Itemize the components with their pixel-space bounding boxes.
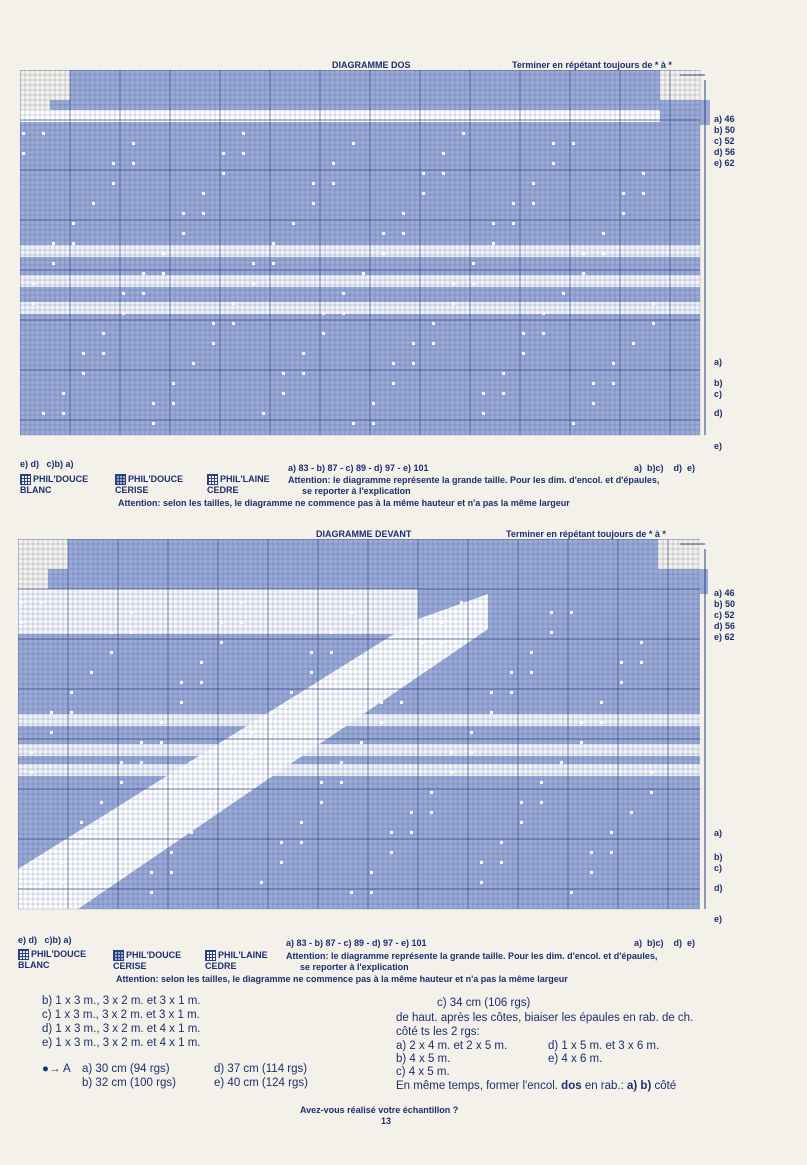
diagram-dos-attention-width: Attention: selon les tailles, le diagramme ne commence pas à la même hauteur et n'a pas la même largeur xyxy=(118,498,570,508)
shoulder-e: e) 4 x 6 m. xyxy=(548,1053,603,1065)
size-e: e) 62 xyxy=(714,158,735,168)
diagram-dos-bottom-right-marks: a) b)c) d) e) xyxy=(634,463,696,473)
size-a: a) 46 xyxy=(714,114,735,124)
arrow-label: A xyxy=(63,1063,71,1075)
legend-cerise: PHIL'DOUCE CERISE xyxy=(115,474,184,496)
diagram-dos-grid xyxy=(20,70,710,455)
text-d: d) 1 x 3 m., 3 x 2 m. et 4 x 1 m. xyxy=(42,1023,201,1035)
page-number: 13 xyxy=(381,1116,392,1126)
diagram-devant-grid xyxy=(18,539,710,929)
diagram-dos-attention: Attention: le diagramme représente la grande taille. Pour les dim. d'encol. et d'épaules, xyxy=(288,475,660,485)
diagram-dos-size-list xyxy=(714,114,735,169)
shoulder-c: c) 4 x 5 m. xyxy=(396,1066,450,1078)
size-d: d) 56 xyxy=(714,147,736,157)
mark-e: e) xyxy=(714,441,723,451)
legend-cerise: PHIL'DOUCE CERISE xyxy=(113,950,182,972)
diagram-devant-bottom-left-marks: e) d) c)b) a) xyxy=(18,935,72,945)
diagram-dos-bottom-left-marks: e) d) c)b) a) xyxy=(20,459,74,469)
diagram-devant-attention-2: se reporter à l'explication xyxy=(300,962,409,972)
mark-e: e) xyxy=(714,914,723,924)
mark-a: a) xyxy=(714,828,723,838)
text-e: e) 1 x 3 m., 3 x 2 m. et 4 x 1 m. xyxy=(42,1037,201,1049)
shoulder-b: b) 4 x 5 m. xyxy=(396,1053,451,1065)
diagram-devant-stitch-counts: a) 83 - b) 87 - c) 89 - d) 97 - e) 101 xyxy=(286,938,427,948)
diagram-devant-attention: Attention: le diagramme représente la grande taille. Pour les dim. d'encol. et d'épaules, xyxy=(286,951,658,961)
legend-cedre: PHIL'LAINE CEDRE xyxy=(205,950,268,972)
diagram-dos-repeat-note: Terminer en répétant toujours de * à * xyxy=(512,60,672,70)
diagram-dos-attention-2: se reporter à l'explication xyxy=(302,486,411,496)
diagram-devant-title: DIAGRAMME DEVANT xyxy=(316,529,412,539)
legend-cerise-swatch xyxy=(113,950,124,961)
size-a: a) 46 xyxy=(714,588,735,598)
mark-b: b) xyxy=(714,378,723,388)
measure-a: a) 30 cm (94 rgs) xyxy=(82,1063,170,1075)
legend-blanc-swatch xyxy=(20,474,31,485)
arrow-icon: ●→ xyxy=(42,1063,61,1075)
mark-d: d) xyxy=(714,408,723,418)
measure-e: e) 40 cm (124 rgs) xyxy=(214,1077,308,1089)
size-c: c) 52 xyxy=(714,610,735,620)
footer-question: Avez-vous réalisé votre échantillon ? xyxy=(300,1105,459,1115)
shoulder-a: a) 2 x 4 m. et 2 x 5 m. xyxy=(396,1040,508,1052)
diagram-devant-repeat-note: Terminer en répétant toujours de * à * xyxy=(506,529,666,539)
legend-cedre-swatch xyxy=(207,474,218,485)
mark-b: b) xyxy=(714,852,723,862)
legend-cerise-swatch xyxy=(115,474,126,485)
size-e: e) 62 xyxy=(714,632,735,642)
legend-blanc: PHIL'DOUCE BLANC xyxy=(18,949,87,971)
mark-c: c) xyxy=(714,863,723,873)
diagram-devant-bottom-right-marks: a) b)c) d) e) xyxy=(634,938,696,948)
mark-d: d) xyxy=(714,883,723,893)
diagram-devant-attention-width: Attention: selon les tailles, le diagramme ne commence pas à la même hauteur et n'a pas la même largeur xyxy=(116,974,568,984)
neckline-line: En même temps, former l'encol. dos en rab.: a) b) côté xyxy=(396,1080,677,1092)
diagram-devant-size-list xyxy=(714,588,735,643)
measure-line-1 xyxy=(42,1063,71,1075)
legend-blanc-swatch xyxy=(18,949,29,960)
size-c: c) 52 xyxy=(714,136,735,146)
mark-c: c) xyxy=(714,389,723,399)
legend-cedre: PHIL'LAINE CEDRE xyxy=(207,474,270,496)
shoulder-d: d) 1 x 5 m. et 3 x 6 m. xyxy=(548,1040,660,1052)
measure-d: d) 37 cm (114 rgs) xyxy=(214,1063,308,1075)
shoulder-line-2: côté ts les 2 rgs: xyxy=(396,1026,480,1038)
size-b: b) 50 xyxy=(714,599,736,609)
legend-cedre-swatch xyxy=(205,950,216,961)
legend-blanc: PHIL'DOUCE BLANC xyxy=(20,474,89,496)
shoulder-line-1: de haut. après les côtes, biaiser les épaules en rab. de ch. xyxy=(396,1012,694,1024)
diagram-dos-title: DIAGRAMME DOS xyxy=(332,60,411,70)
diagram-dos-stitch-counts: a) 83 - b) 87 - c) 89 - d) 97 - e) 101 xyxy=(288,463,429,473)
mark-a: a) xyxy=(714,357,723,367)
measure-c: c) 34 cm (106 rgs) xyxy=(437,997,531,1009)
text-c: c) 1 x 3 m., 3 x 2 m. et 3 x 1 m. xyxy=(42,1009,200,1021)
measure-b: b) 32 cm (100 rgs) xyxy=(82,1077,176,1089)
size-d: d) 56 xyxy=(714,621,736,631)
text-b: b) 1 x 3 m., 3 x 2 m. et 3 x 1 m. xyxy=(42,995,201,1007)
size-b: b) 50 xyxy=(714,125,736,135)
